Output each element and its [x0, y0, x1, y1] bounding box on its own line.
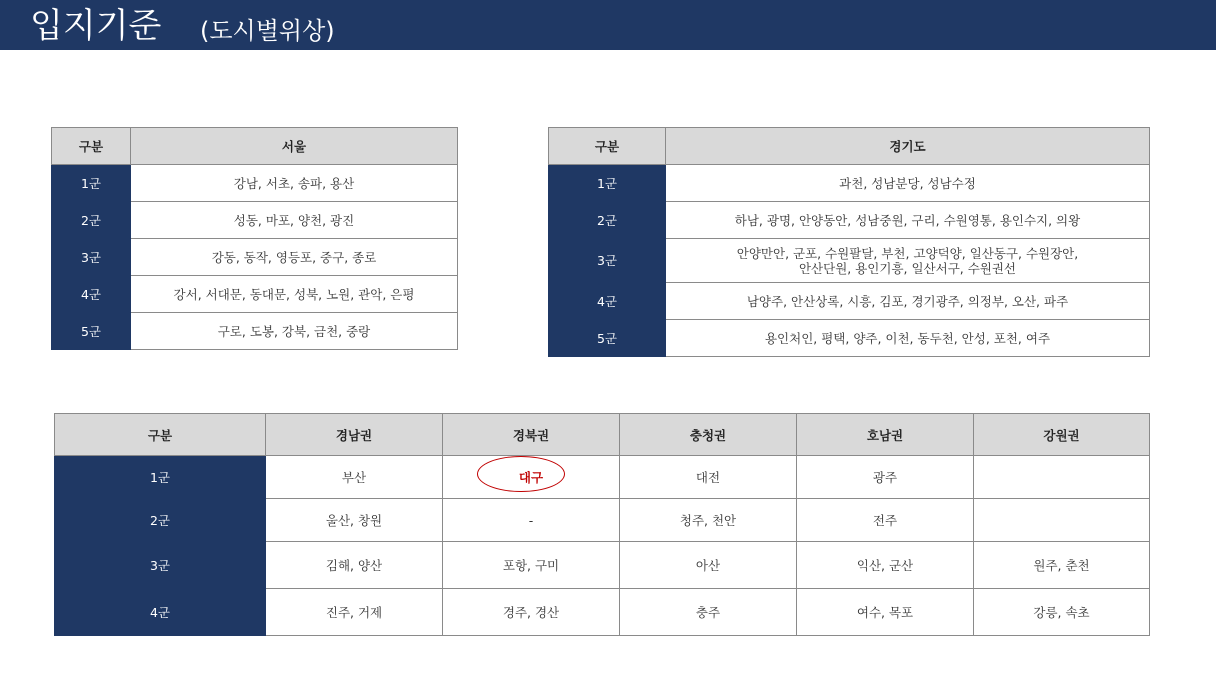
cell-gangwon: 강릉, 속초 [974, 589, 1150, 636]
tier-cell: 4군 [52, 276, 131, 313]
gyeonggi-table [548, 127, 1150, 357]
tier-cell: 3군 [55, 542, 266, 589]
cities-cell: 하남, 광명, 안양동안, 성남중원, 구리, 수원영통, 용인수지, 의왕 [666, 202, 1150, 239]
cities-cell: 과천, 성남분당, 성남수정 [666, 165, 1150, 202]
table-row [55, 499, 1150, 542]
page-subtitle: (도시별위상) [200, 17, 335, 45]
table-row [549, 320, 1150, 357]
tier-cell: 1군 [55, 456, 266, 499]
cell-chungcheong: 대전 [620, 456, 797, 499]
tier-cell: 4군 [549, 283, 666, 320]
tier-cell: 2군 [52, 202, 131, 239]
cell-gyeongnam: 진주, 거제 [266, 589, 443, 636]
cell-chungcheong: 충주 [620, 589, 797, 636]
table-row [55, 589, 1150, 636]
tier-cell: 3군 [52, 239, 131, 276]
cities-cell: 구로, 도봉, 강북, 금천, 중랑 [131, 313, 458, 350]
cell-honam: 광주 [797, 456, 974, 499]
tier-cell: 4군 [55, 589, 266, 636]
cities-cell: 강서, 서대문, 동대문, 성북, 노원, 관악, 은평 [131, 276, 458, 313]
table-row [549, 239, 1150, 283]
column-header-chungcheong: 충청권 [620, 414, 797, 456]
table-header-row [549, 128, 1150, 165]
column-header-gangwon: 강원권 [974, 414, 1150, 456]
cities-cell [666, 239, 1150, 283]
cities-cell: 강동, 동작, 영등포, 중구, 종로 [131, 239, 458, 276]
tier-cell: 1군 [52, 165, 131, 202]
tier-cell: 5군 [52, 313, 131, 350]
table-row [52, 202, 458, 239]
highlighted-city-label: 대구 [518, 470, 544, 485]
column-header-gyeongbuk: 경북권 [443, 414, 620, 456]
cell-gangwon [974, 499, 1150, 542]
column-header-gyeonggi: 경기도 [666, 128, 1150, 165]
tier-cell: 3군 [549, 239, 666, 283]
cities-cell: 성동, 마포, 양천, 광진 [131, 202, 458, 239]
seoul-table [51, 127, 458, 350]
table-row [52, 239, 458, 276]
cell-chungcheong: 청주, 천안 [620, 499, 797, 542]
column-header-honam: 호남권 [797, 414, 974, 456]
cities-cell: 강남, 서초, 송파, 용산 [131, 165, 458, 202]
cell-chungcheong: 아산 [620, 542, 797, 589]
page-title: 입지기준 [30, 6, 162, 46]
column-header-tier: 구분 [55, 414, 266, 456]
table-row [55, 456, 1150, 499]
tier-cell: 2군 [55, 499, 266, 542]
table-header-row [52, 128, 458, 165]
column-header-tier: 구분 [549, 128, 666, 165]
cell-honam: 전주 [797, 499, 974, 542]
highlighted-city [519, 468, 543, 486]
table-header-row [55, 414, 1150, 456]
column-header-gyeongnam: 경남권 [266, 414, 443, 456]
cell-gyeongnam: 김해, 양산 [266, 542, 443, 589]
tier-cell: 1군 [549, 165, 666, 202]
cities-cell: 용인처인, 평택, 양주, 이천, 동두천, 안성, 포천, 여주 [666, 320, 1150, 357]
cell-honam: 여수, 목포 [797, 589, 974, 636]
table-row [549, 202, 1150, 239]
table-row [55, 542, 1150, 589]
cell-gyeongbuk: 포항, 구미 [443, 542, 620, 589]
table-row [52, 313, 458, 350]
table-row [549, 165, 1150, 202]
column-header-seoul: 서울 [131, 128, 458, 165]
column-header-tier: 구분 [52, 128, 131, 165]
cell-gangwon [974, 456, 1150, 499]
title-bar [0, 0, 1216, 50]
cell-gyeongnam: 부산 [266, 456, 443, 499]
cities-line: 안양만안, 군포, 수원팔달, 부천, 고양덕양, 일산동구, 수원장안, [736, 245, 1079, 261]
cities-line: 안산단원, 용인기흥, 일산서구, 수원권선 [798, 260, 1017, 276]
cities-cell: 남양주, 안산상록, 시흥, 김포, 경기광주, 의정부, 오산, 파주 [666, 283, 1150, 320]
cell-gyeongbuk [443, 456, 620, 499]
cell-gangwon: 원주, 춘천 [974, 542, 1150, 589]
tier-cell: 5군 [549, 320, 666, 357]
tier-cell: 2군 [549, 202, 666, 239]
table-row [549, 283, 1150, 320]
regional-table [54, 413, 1150, 636]
table-row [52, 276, 458, 313]
cell-gyeongbuk: 경주, 경산 [443, 589, 620, 636]
highlight-ellipse [477, 456, 565, 492]
table-row [52, 165, 458, 202]
cell-honam: 익산, 군산 [797, 542, 974, 589]
cell-gyeongnam: 울산, 창원 [266, 499, 443, 542]
cell-gyeongbuk: - [443, 499, 620, 542]
